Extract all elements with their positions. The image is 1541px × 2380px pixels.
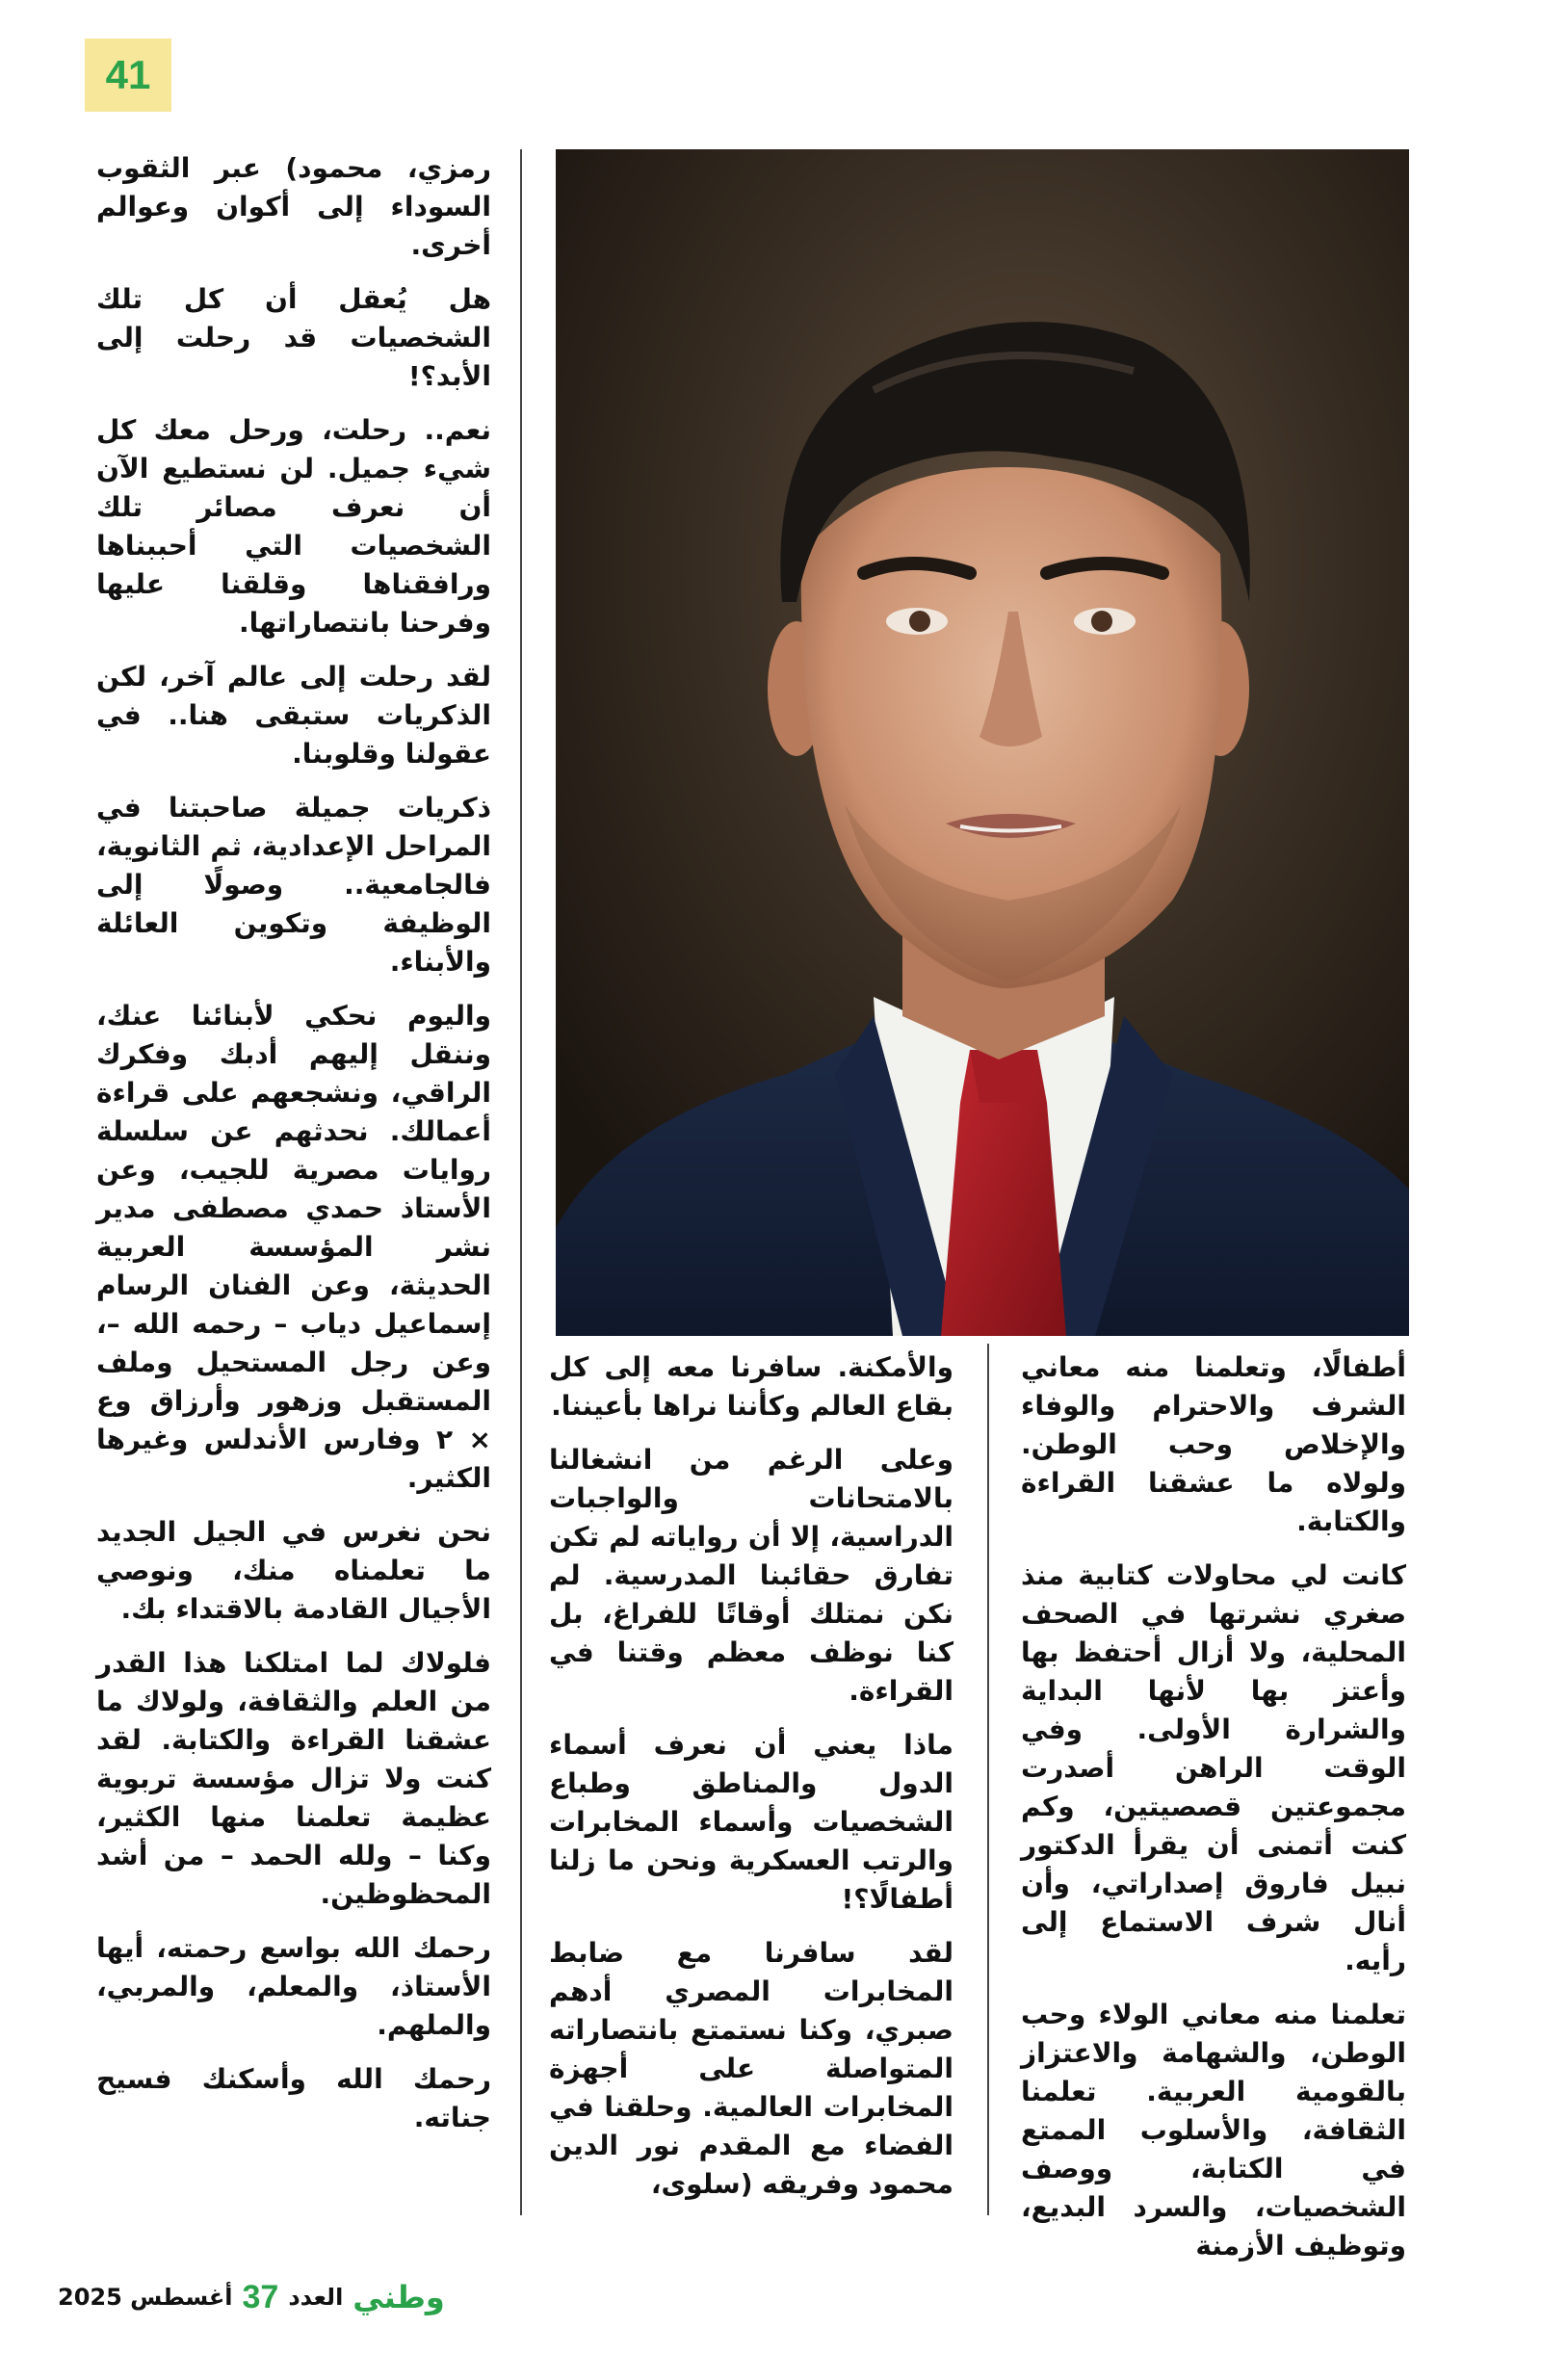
paragraph: رحمك الله بواسع رحمته، أيها الأستاذ، والمعلم، والمربي، والملهم. xyxy=(96,1932,491,2041)
magazine-logo: وطني xyxy=(353,2279,445,2315)
paragraph: لقد سافرنا مع ضابط المخابرات المصري أدهم صبري، وكنا نستمتع بانتصاراته المتواصلة على أجهزة المخابرات العالمية. وحلقنا في الفضاء مع المقدم نور الدين محمود وفريقه (سلوى، xyxy=(549,1937,953,2200)
text-column-left xyxy=(96,149,491,2153)
paragraph: كانت لي محاولات كتابية منذ صغري نشرتها في الصحف المحلية، ولا أزال أحتفظ بها وأعتز بها لأنها البداية والشرارة الأولى. وفي الوقت الراهن أصدرت مجموعتين قصصيتين، وكم كنت أتمنى أن يقرأ الدكتور نبيل فاروق إصداراتي، وأن أنال شرف الاستماع إلى رأيه. xyxy=(1021,1559,1406,1976)
issue-number: 37 xyxy=(242,2278,279,2315)
text-column-right xyxy=(1021,1348,1406,2281)
paragraph: رمزي، محمود) عبر الثقوب السوداء إلى أكوان وعوالم أخرى. xyxy=(96,152,491,261)
paragraph: رحمك الله وأسكنك فسيح جناته. xyxy=(96,2063,491,2133)
paragraph: وعلى الرغم من انشغالنا بالامتحانات والواجبات الدراسية، إلا أن رواياته لم تكن تفارق حقائبنا المدرسية. لم نكن نمتلك أوقاتًا للفراغ، بل كنا نوظف معظم وقتنا في القراءة. xyxy=(549,1444,953,1707)
page-number: 41 xyxy=(85,39,171,112)
paragraph: لقد رحلت إلى عالم آخر، لكن الذكريات ستبقى هنا.. في عقولنا وقلوبنا. xyxy=(96,661,491,770)
portrait-illustration xyxy=(556,149,1409,1336)
paragraph: والأمكنة. سافرنا معه إلى كل بقاع العالم وكأننا نراها بأعيننا. xyxy=(549,1351,953,1422)
issue-label: العدد xyxy=(288,2284,344,2311)
paragraph: فلولاك لما امتلكنا هذا القدر من العلم والثقافة، ولولاك ما عشقنا القراءة والكتابة. لقد كنت ولا تزال مؤسسة تربوية عظيمة تعلمنا منها الكثير، وكنا – ولله الحمد – من أشد المحظوظين. xyxy=(96,1647,491,1910)
column-divider xyxy=(987,1344,989,2215)
paragraph: نحن نغرس في الجيل الجديد ما تعلمناه منك، ونوصي الأجيال القادمة بالاقتداء بك. xyxy=(96,1516,491,1625)
paragraph: أطفالًا، وتعلمنا منه معاني الشرف والاحترام والوفاء والإخلاص وحب الوطن. ولولاه ما عشقنا القراءة والكتابة. xyxy=(1021,1351,1406,1537)
column-divider xyxy=(520,149,522,2215)
paragraph: هل يُعقل أن كل تلك الشخصيات قد رحلت إلى الأبد؟! xyxy=(96,283,491,392)
text-column-middle xyxy=(549,1348,953,2219)
page-footer xyxy=(58,2273,445,2321)
paragraph: تعلمنا منه معاني الولاء وحب الوطن، والشهامة والاعتزاز بالقومية العربية. تعلمنا الثقافة، والأسلوب الممتع في الكتابة، ووصف الشخصيات، والسرد البديع، وتوظيف الأزمنة xyxy=(1021,1999,1406,2262)
paragraph: ذكريات جميلة صاحبتنا في المراحل الإعدادية، ثم الثانوية، فالجامعية.. وصولًا إلى الوظيفة وتكوين العائلة والأبناء. xyxy=(96,792,491,978)
paragraph: ماذا يعني أن نعرف أسماء الدول والمناطق وطباع الشخصيات وأسماء المخابرات والرتب العسكرية ونحن ما زلنا أطفالًا؟! xyxy=(549,1729,953,1915)
paragraph: نعم.. رحلت، ورحل معك كل شيء جميل. لن نستطيع الآن أن نعرف مصائر تلك الشخصيات التي أحببناها ورافقناها وقلقنا عليها وفرحنا بانتصاراتها. xyxy=(96,414,491,639)
paragraph: واليوم نحكي لأبنائنا عنك، وننقل إليهم أدبك وفكرك الراقي، ونشجعهم على قراءة أعمالك. نحدثهم عن سلسلة روايات مصرية للجيب، وعن الأستاذ حمدي مصطفى مدير نشر المؤسسة العربية الحديثة، وعن الفنان الرسام إسماعيل دياب – رحمه الله –، وعن رجل المستحيل وملف المستقبل وزهور وأرزاق وع × ٢ وفارس الأندلس وغيرها الكثير. xyxy=(96,1000,491,1494)
issue-date: أغسطس 2025 xyxy=(58,2284,233,2311)
